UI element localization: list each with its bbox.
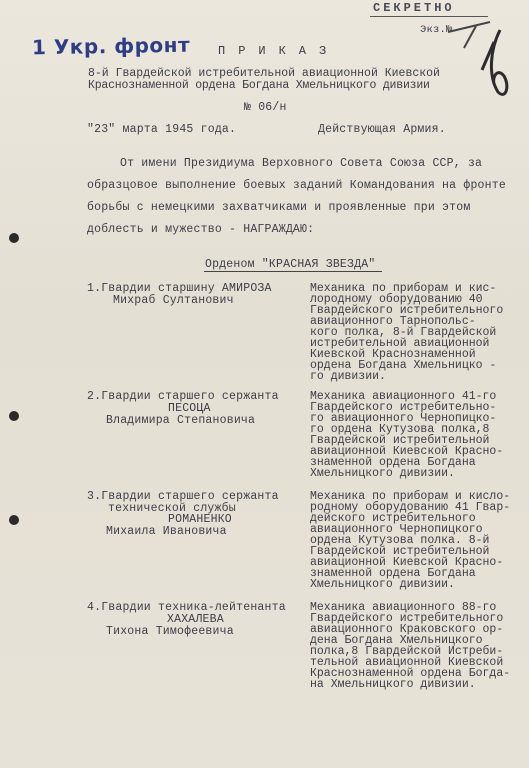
recipient-name: Владимира Степановича (106, 414, 256, 427)
recipient-rank: 3.Гвардии старшего сержанта (87, 490, 279, 503)
award-heading-underline (204, 271, 382, 272)
position-line: Киевской Краснознаменной (310, 348, 476, 361)
recipient-surname: ХАХАЛЕВА (167, 613, 224, 626)
recipient-rank: 2.Гвардии старшего сержанта (87, 390, 279, 403)
unit-line-2: Краснознаменной ордена Богдана Хмельницкого дивизии (88, 79, 430, 92)
position-line: полка,8 Гвардейской Истреби- (310, 645, 504, 658)
recipient-surname: РОМАНЕНКО (168, 513, 232, 526)
punch-hole (9, 515, 19, 525)
position-line: Гвардейского истребительного (310, 612, 504, 625)
position-line: Механика по приборам и кисло- (310, 490, 511, 503)
position-line: знаменной ордена Богдана (310, 456, 476, 469)
secret-label: СЕКРЕТНО (373, 1, 455, 15)
position-line: ордена Богдана Хмельницко - (310, 359, 497, 372)
position-line: дейского истребительного (310, 512, 476, 525)
unit-line-1: 8-й Гвардейской истребительной авиационной Киевской (88, 67, 440, 80)
position-line: ордена Кутузова полка. 8-й (310, 534, 490, 547)
recipient-rank: 4.Гвардии техника-лейтенанта (87, 601, 286, 614)
recipient-name: Михраб Султанович (113, 294, 234, 307)
position-line: авиационного Краковского ор- (310, 623, 504, 636)
order-number: № 06/н (244, 101, 287, 114)
army-label: Действующая Армия. (318, 123, 446, 136)
order-title: ПРИКАЗ (218, 44, 340, 58)
recipient-service: технической службы (108, 502, 236, 515)
secret-underline (370, 16, 488, 17)
position-line: кого полка, 8-й Гвардейской (310, 326, 497, 339)
position-line: го авиационного Чернопицко- (310, 412, 497, 425)
position-line: го дивизии. (310, 370, 386, 383)
position-line: авиационного Тарнопольс- (310, 315, 476, 328)
position-line: знаменной ордена Богдана (310, 567, 476, 580)
recipient-rank: 1.Гвардии старшину АМИРОЗА (87, 282, 272, 295)
position-line: Гвардейского истребительного (310, 304, 504, 317)
recipient-name: Михаила Ивановича (106, 525, 227, 538)
preamble-line: борьбы с немецкими захватчиками и проявленные при этом (87, 201, 471, 214)
preamble-line: доблесть и мужество - НАГРАЖДАЮ: (87, 223, 315, 236)
position-line: Механика авиационного 88-го (310, 601, 497, 614)
punch-hole (9, 233, 19, 243)
position-line: Механика авиационного 41-го (310, 390, 497, 403)
position-line: Краснознаменной ордена Богда- (310, 667, 511, 680)
position-line: на Хмельницкого дивизии. (310, 678, 476, 691)
copy-number-label: Экз.№ (420, 24, 453, 36)
recipient-surname: ПЕСОЦА (168, 402, 211, 415)
preamble-line: От имени Президиума Верховного Совета Союза ССР, за (120, 157, 483, 170)
position-line: Хмельницкого дивизии. (310, 578, 455, 591)
position-line: Хмельницкого дивизии. (310, 467, 455, 480)
position-line: дена Богдана Хмельницкого (310, 634, 483, 647)
recipient-name: Тихона Тимофеевича (106, 625, 234, 638)
award-heading: Орденом "КРАСНАЯ ЗВЕЗДА" (205, 258, 376, 271)
order-date: "23" марта 1945 года. (87, 123, 237, 136)
position-line: Гвардейской истребительной (310, 434, 490, 447)
position-line: лородному оборудованию 40 (310, 293, 483, 306)
punch-hole (9, 411, 19, 421)
position-line: го ордена Кутузова полка,8 (310, 423, 490, 436)
position-line: авиационной Киевской Красно- (310, 445, 504, 458)
front-stamp: 1 Укр. фронт (31, 32, 191, 60)
preamble-line: образцовое выполнение боевых заданий Командования на фронте (87, 179, 506, 192)
position-line: Гвардейской истребительной (310, 545, 490, 558)
position-line: авиационной Киевской Красно- (310, 556, 504, 569)
position-line: тельной авиационной Киевской (310, 656, 504, 669)
handwritten-mark (444, 20, 514, 110)
position-line: родному оборудованию 41 Гвар- (310, 501, 511, 514)
position-line: истребительной авиационной (310, 337, 490, 350)
position-line: авиационного Чернопицкого (310, 523, 483, 536)
position-line: Механика по приборам и кис- (310, 282, 497, 295)
position-line: Гвардейского истребительно- (310, 401, 497, 414)
